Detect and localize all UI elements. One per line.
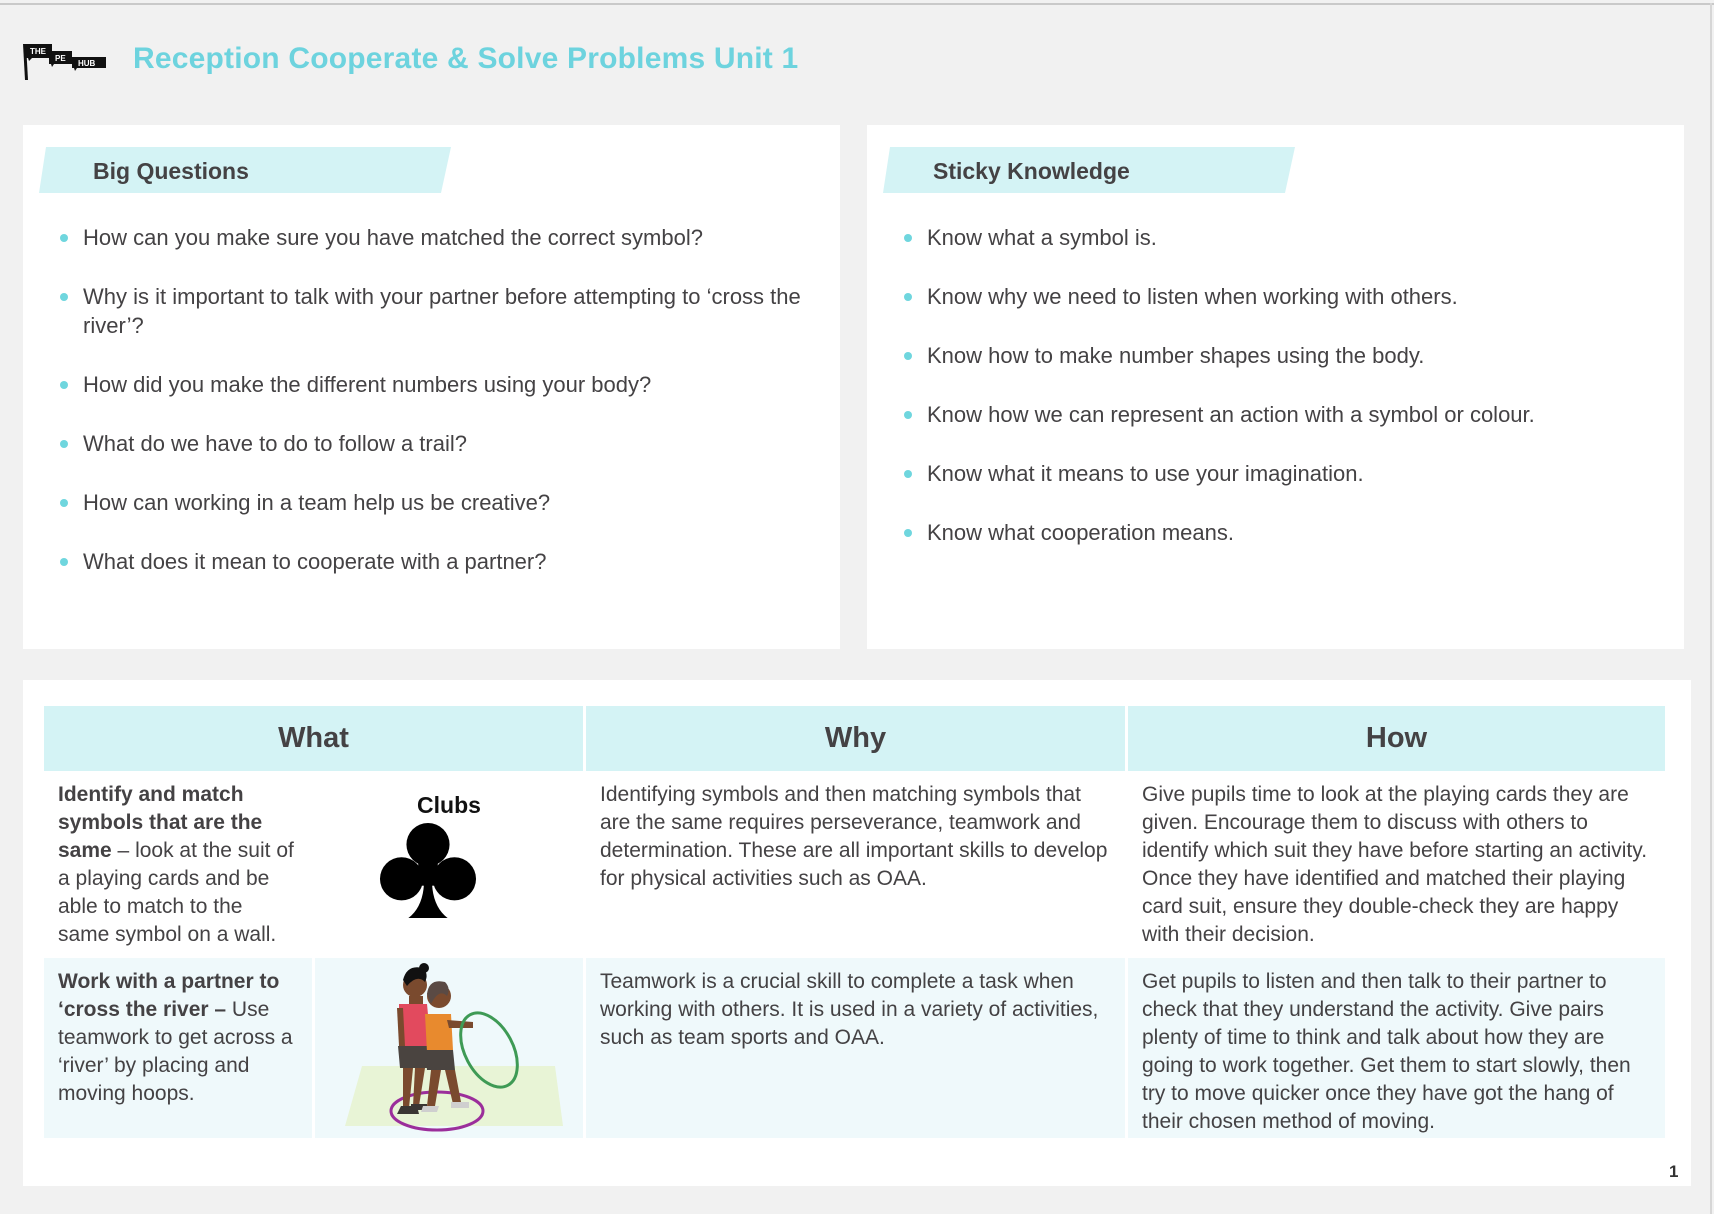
sticky-knowledge-panel [867,125,1684,649]
header-why: Why [586,706,1125,771]
bullet-icon [904,352,912,360]
what-why-how-panel [23,680,1691,1186]
big-questions-list [60,223,820,606]
list-item: What does it mean to cooperate with a partner? [60,547,820,576]
window-right-border [1710,3,1712,1214]
the-pe-hub-logo-icon [22,42,108,80]
logo-word-hub: HUB [78,59,96,68]
list-item: Know how we can represent an action with a symbol or colour. [904,400,1664,429]
list-item: Know what cooperation means. [904,518,1664,547]
list-item: How did you make the different numbers using your body? [60,370,820,399]
sticky-knowledge-list [904,223,1664,577]
page-title: Reception Cooperate & Solve Problems Unit 1 [133,42,799,75]
page-number: 1 [1669,1162,1679,1181]
logo-word-the: THE [30,47,46,56]
logo-word-pe: PE [55,54,66,63]
bullet-icon [904,411,912,419]
list-item: Know what it means to use your imagination. [904,459,1664,488]
club-suit-icon [379,822,477,920]
bullet-icon [904,234,912,242]
bullet-icon [60,499,68,507]
window-top-border [0,3,1714,5]
big-questions-panel [23,125,840,649]
clubs-label: Clubs [417,792,481,818]
list-item: Know what a symbol is. [904,223,1664,252]
big-questions-heading: Big Questions [93,158,249,184]
row1-how: Give pupils time to look at the playing cards they are given. Encourage them to discuss with others to identify which suit they have before starting an activity. Once they have identified and matched their playing card suit, ensure they double-check they are happy with their decision. [1142,783,1648,946]
bullet-icon [904,293,912,301]
row1-what-image [315,771,583,957]
row2-what-text: Work with a partner to ‘cross the river – Use teamwork to get across a ‘river’ by placing and moving hoops. [44,958,312,1138]
sticky-knowledge-heading: Sticky Knowledge [933,158,1130,184]
row1-why: Identifying symbols and then matching symbols that are the same requires perseverance, teamwork and determination. These are all important skills to develop for physical activities such as OAA. [600,783,1108,890]
list-item: Know why we need to listen when working with others. [904,282,1664,311]
list-item: Know how to make number shapes using the body. [904,341,1664,370]
list-item: How can working in a team help us be creative? [60,488,820,517]
list-item: Why is it important to talk with your partner before attempting to ‘cross the river’? [60,282,820,340]
bullet-icon [60,558,68,566]
list-item: How can you make sure you have matched the correct symbol? [60,223,820,252]
header-how: How [1128,706,1665,771]
bullet-icon [60,381,68,389]
header-what: What [44,706,583,771]
row2-how: Get pupils to listen and then talk to their partner to check that they understand the activity. Give pairs plenty of time to think and talk about how they are going to work together. Get them to start slowly, then try to move quicker once they have got the hang of their chosen method of moving. [1128,958,1665,1138]
row1-what-text: Identify and match symbols that are the same – look at the suit of a playing cards and be able to match to the same symbol on a wall. [58,783,294,946]
bullet-icon [60,293,68,301]
list-item: What do we have to do to follow a trail? [60,429,820,458]
row2-why: Teamwork is a crucial skill to complete a task when working with others. It is used in a variety of activities, such as team sports and OAA. [586,958,1125,1138]
bullet-icon [60,234,68,242]
row2-what-image [315,958,583,1138]
bullet-icon [904,470,912,478]
bullet-icon [60,440,68,448]
children-with-hoops-illustration [327,958,577,1138]
bullet-icon [904,529,912,537]
